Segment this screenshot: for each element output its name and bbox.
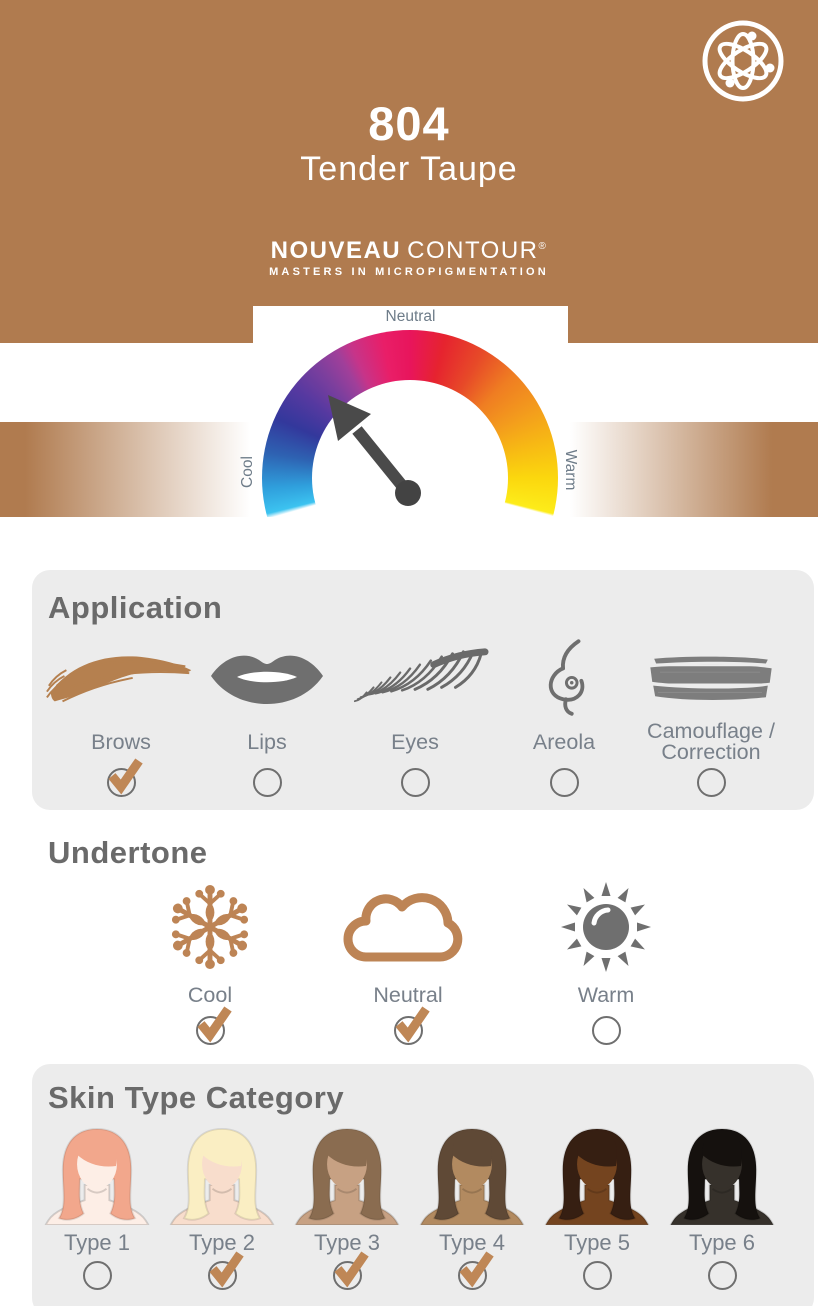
areola-label: Areola bbox=[532, 729, 596, 754]
eyes-icon bbox=[341, 634, 489, 720]
brand-wordmark: NOUVEAU CONTOUR® bbox=[270, 237, 548, 264]
gauge-label-neutral: Neutral bbox=[385, 308, 436, 325]
check-icon bbox=[330, 1251, 374, 1291]
temperature-gauge bbox=[253, 306, 568, 517]
undertone-item-neutral bbox=[328, 876, 488, 1045]
undertone-cool-checkbox[interactable] bbox=[196, 1016, 225, 1045]
bust-type3-icon bbox=[290, 1126, 404, 1225]
atom-icon bbox=[700, 18, 786, 104]
bust-type1-icon bbox=[40, 1126, 154, 1225]
header-banner bbox=[0, 0, 818, 343]
lips-icon bbox=[207, 634, 327, 720]
undertone-item-cool bbox=[130, 876, 290, 1045]
camouflage-checkbox[interactable] bbox=[697, 768, 726, 797]
sun-icon bbox=[558, 876, 654, 978]
brows-checkbox[interactable] bbox=[107, 768, 136, 797]
bust-type5-icon bbox=[540, 1126, 654, 1225]
bust-type4-icon bbox=[415, 1126, 529, 1225]
type5-checkbox[interactable] bbox=[583, 1261, 612, 1290]
type2-label: Type 2 bbox=[188, 1229, 256, 1255]
pigment-code: 804 bbox=[368, 97, 450, 150]
cloud-icon bbox=[333, 876, 483, 978]
undertone-item-warm bbox=[526, 876, 686, 1045]
lips-label: Lips bbox=[247, 729, 287, 754]
type6-label: Type 6 bbox=[688, 1229, 756, 1255]
application-item-brows bbox=[46, 634, 196, 797]
type5-label: Type 5 bbox=[563, 1229, 631, 1255]
areola-checkbox[interactable] bbox=[550, 768, 579, 797]
skin-type-3 bbox=[286, 1126, 408, 1290]
skin-type-4 bbox=[411, 1126, 533, 1290]
snowflake-icon bbox=[166, 876, 254, 978]
brand-tagline: MASTERS IN MICROPIGMENTATION bbox=[269, 266, 549, 278]
undertone-warm-checkbox[interactable] bbox=[592, 1016, 621, 1045]
check-icon bbox=[205, 1251, 249, 1291]
gauge-label-cool: Cool bbox=[239, 456, 256, 488]
type4-checkbox[interactable] bbox=[458, 1261, 487, 1290]
application-title: Application bbox=[48, 590, 223, 625]
undertone-neutral-label: Neutral bbox=[373, 982, 443, 1007]
type2-checkbox[interactable] bbox=[208, 1261, 237, 1290]
type6-checkbox[interactable] bbox=[708, 1261, 737, 1290]
undertone-title: Undertone bbox=[48, 835, 208, 870]
type1-label: Type 1 bbox=[63, 1229, 131, 1255]
type1-checkbox[interactable] bbox=[83, 1261, 112, 1290]
application-item-eyes bbox=[340, 634, 490, 797]
type3-checkbox[interactable] bbox=[333, 1261, 362, 1290]
type4-label: Type 4 bbox=[438, 1229, 506, 1255]
eyes-label: Eyes bbox=[391, 729, 439, 754]
check-icon bbox=[455, 1251, 499, 1291]
camouflage-icon bbox=[645, 634, 777, 720]
camouflage-label-line2: Correction bbox=[661, 740, 761, 764]
undertone-neutral-checkbox[interactable] bbox=[394, 1016, 423, 1045]
pointer-arrow-icon bbox=[253, 306, 568, 517]
lips-checkbox[interactable] bbox=[253, 768, 282, 797]
skin-type-5 bbox=[536, 1126, 658, 1290]
application-item-camouflage bbox=[636, 634, 786, 797]
camouflage-label-line1: Camouflage / bbox=[647, 719, 775, 743]
areola-icon bbox=[535, 634, 593, 720]
check-icon bbox=[391, 1006, 435, 1046]
application-item-areola bbox=[489, 634, 639, 797]
brows-icon bbox=[43, 634, 199, 720]
pigment-name: Tender Taupe bbox=[300, 150, 518, 188]
skin-type-2 bbox=[161, 1126, 283, 1290]
bust-type2-icon bbox=[165, 1126, 279, 1225]
bust-type6-icon bbox=[665, 1126, 779, 1225]
brows-label: Brows bbox=[91, 729, 151, 754]
undertone-cool-label: Cool bbox=[187, 982, 233, 1007]
gauge-label-warm: Warm bbox=[562, 449, 579, 491]
skin-type-title: Skin Type Category bbox=[48, 1080, 345, 1115]
application-item-lips bbox=[192, 634, 342, 797]
undertone-warm-label: Warm bbox=[577, 982, 635, 1007]
registered-mark: ® bbox=[538, 241, 548, 252]
skin-type-6 bbox=[661, 1126, 783, 1290]
check-icon bbox=[104, 758, 148, 798]
type3-label: Type 3 bbox=[313, 1229, 381, 1255]
skin-type-1 bbox=[36, 1126, 158, 1290]
eyes-checkbox[interactable] bbox=[401, 768, 430, 797]
check-icon bbox=[193, 1006, 237, 1046]
